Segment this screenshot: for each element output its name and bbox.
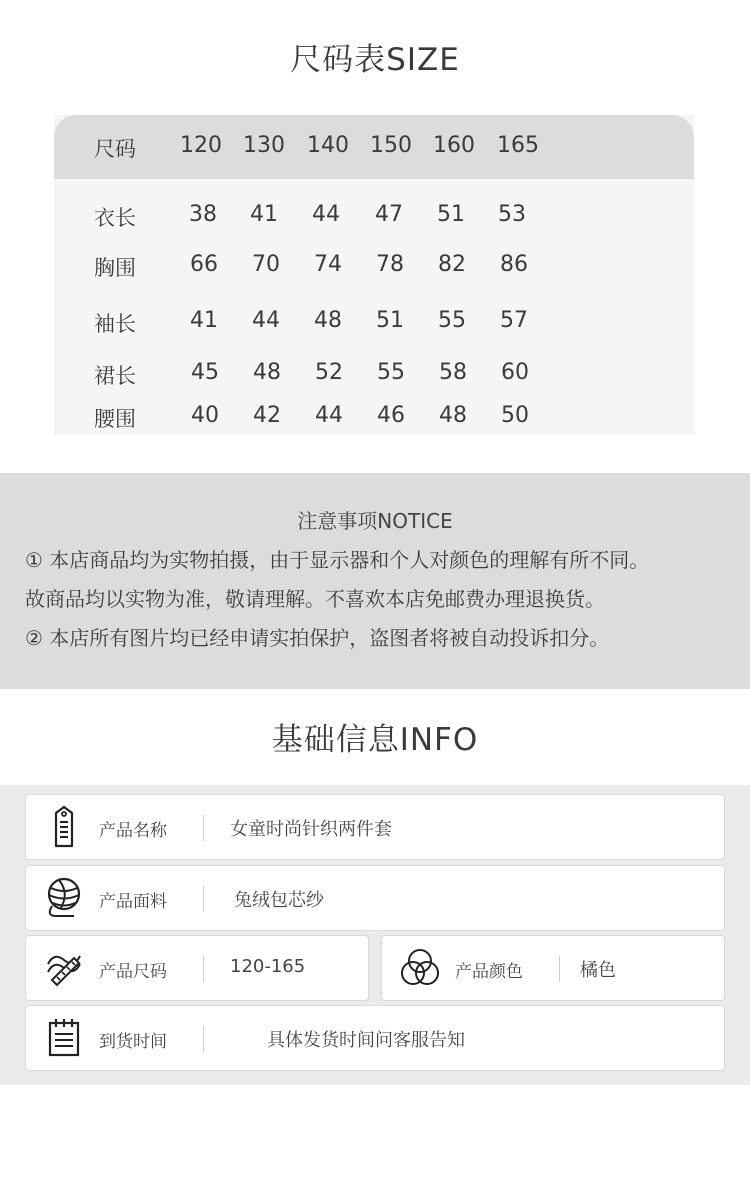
table-cell: 55 <box>377 360 405 385</box>
table-cell: 40 <box>191 403 219 428</box>
table-cell: 44 <box>252 308 280 333</box>
notice-line: ② 本店所有图片均已经申请实拍保护，盗图者将被自动投诉扣分。 <box>25 626 610 650</box>
table-cell: 60 <box>501 360 529 385</box>
row-label: 衣长 <box>94 206 136 230</box>
row-label: 腰围 <box>94 407 136 431</box>
product-name-label: 产品名称 <box>99 821 167 841</box>
divider <box>559 956 560 982</box>
header-label: 尺码 <box>94 137 136 161</box>
table-cell: 41 <box>250 202 278 227</box>
calendar-icon <box>44 1016 84 1060</box>
table-cell: 52 <box>315 360 343 385</box>
size-col-header: 160 <box>433 133 475 158</box>
size-chart-title: 尺码表SIZE <box>290 42 460 78</box>
table-cell: 50 <box>501 403 529 428</box>
size-col-header: 140 <box>307 133 349 158</box>
material-value: 兔绒包芯纱 <box>234 890 324 911</box>
color-card <box>381 935 725 1001</box>
table-cell: 51 <box>376 308 404 333</box>
size-card <box>25 935 369 1001</box>
color-value: 橘色 <box>580 960 616 981</box>
material-card <box>25 865 725 931</box>
table-cell: 78 <box>376 252 404 277</box>
notice-title: 注意事项NOTICE <box>297 509 453 533</box>
table-cell: 70 <box>252 252 280 277</box>
color-label: 产品颜色 <box>455 962 523 982</box>
size-col-header: 130 <box>243 133 285 158</box>
table-cell: 46 <box>377 403 405 428</box>
size-col-header: 150 <box>370 133 412 158</box>
row-label: 胸围 <box>94 256 136 280</box>
table-cell: 51 <box>437 202 465 227</box>
price-tag-icon <box>44 805 84 849</box>
table-cell: 48 <box>253 360 281 385</box>
table-cell: 44 <box>315 403 343 428</box>
table-cell: 53 <box>498 202 526 227</box>
divider <box>203 956 204 982</box>
table-cell: 44 <box>312 202 340 227</box>
divider <box>203 815 204 841</box>
table-cell: 58 <box>439 360 467 385</box>
notice-line: 故商品均以实物为准，敬请理解。不喜欢本店免邮费办理退换货。 <box>25 587 605 611</box>
size-table <box>54 115 694 435</box>
notice-line: ① 本店商品均为实物拍摄，由于显示器和个人对颜色的理解有所不同。 <box>25 548 650 572</box>
product-name-value: 女童时尚针织两件套 <box>230 819 392 840</box>
table-cell: 66 <box>190 252 218 277</box>
delivery-card <box>25 1005 725 1071</box>
info-panel <box>0 785 750 1085</box>
row-label: 裙长 <box>94 364 136 388</box>
table-cell: 38 <box>189 202 217 227</box>
size-value: 120-165 <box>230 956 306 977</box>
delivery-label: 到货时间 <box>99 1032 167 1052</box>
delivery-value: 具体发货时间问客服告知 <box>267 1030 465 1051</box>
color-circles-icon <box>400 946 440 990</box>
info-title: 基础信息INFO <box>271 722 479 758</box>
table-cell: 55 <box>438 308 466 333</box>
row-label: 袖长 <box>94 312 136 336</box>
table-cell: 48 <box>439 403 467 428</box>
table-cell: 41 <box>190 308 218 333</box>
product-name-card <box>25 794 725 860</box>
size-col-header: 120 <box>180 133 222 158</box>
table-cell: 82 <box>438 252 466 277</box>
table-cell: 86 <box>500 252 528 277</box>
table-cell: 47 <box>375 202 403 227</box>
measuring-tape-icon <box>44 946 84 990</box>
table-cell: 57 <box>500 308 528 333</box>
table-cell: 48 <box>314 308 342 333</box>
material-label: 产品面料 <box>99 892 167 912</box>
size-col-header: 165 <box>497 133 539 158</box>
divider <box>203 1026 204 1052</box>
size-label: 产品尺码 <box>99 962 167 982</box>
divider <box>203 886 204 912</box>
table-cell: 74 <box>314 252 342 277</box>
table-cell: 42 <box>253 403 281 428</box>
yarn-ball-icon <box>44 876 84 920</box>
notice-panel <box>0 473 750 689</box>
size-table-header <box>54 115 694 179</box>
table-cell: 45 <box>191 360 219 385</box>
